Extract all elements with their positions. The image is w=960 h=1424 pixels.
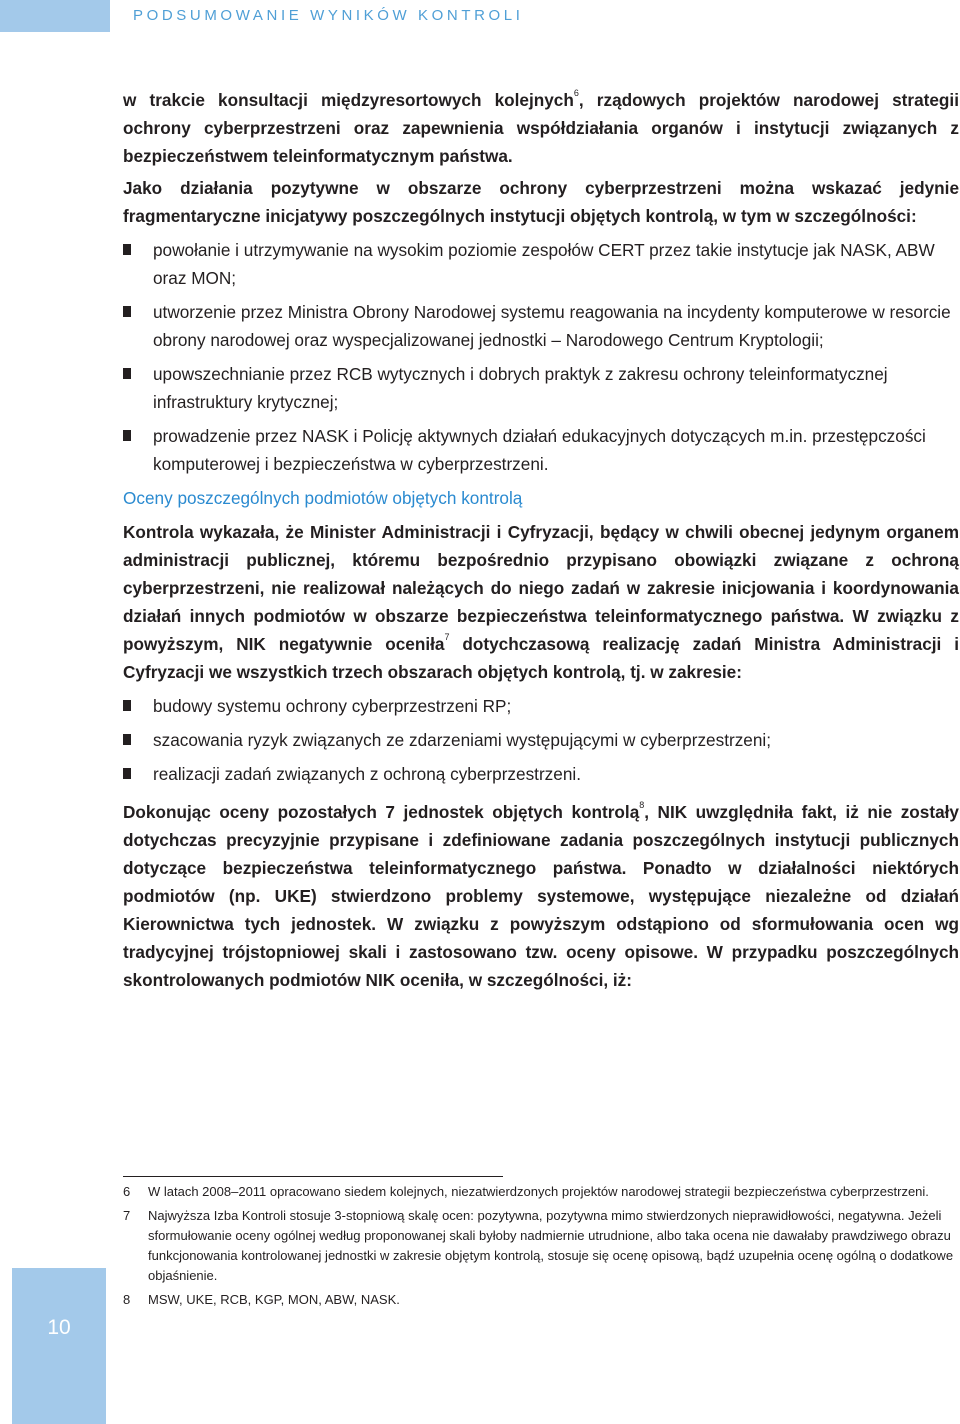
footnote-7 [123, 1206, 959, 1286]
footnote-number: 8 [123, 1292, 131, 1307]
square-bullet-icon [123, 306, 131, 317]
footnote-number: 7 [123, 1208, 131, 1223]
assessment-list [123, 692, 959, 788]
footnote-number: 6 [123, 1184, 131, 1199]
page-number-block [12, 1268, 106, 1424]
intro-paragraph: w trakcie konsultacji międzyresortowych kolejnych$^6$, rządowych projektów narodowej strategii ochrony cyberprzestrzeni oraz zapewnienia współdziałania organów i instytucji związanych z bezpieczeństwem teleinformatycznym państwa. [123, 88, 959, 166]
footnote-ref-6[interactable]: 6 [573, 88, 579, 98]
list-item: prowadzenie przez NASK i Policję aktywnych działań edukacyjnych dotyczących m.in. przestępczości komputerowej i bezpieczeństwa w cyberprzestrzeni. [123, 422, 959, 478]
square-bullet-icon [123, 700, 131, 711]
square-bullet-icon [123, 430, 131, 441]
section-heading: Oceny poszczególnych podmiotów objętych kontrolą [123, 488, 523, 508]
footnote-text: W latach 2008–2011 opracowano siedem kolejnych, niezatwierdzonych projektów narodowej strategii bezpieczeństwa cyberprzestrzeni. [148, 1184, 929, 1199]
assessment-paragraph: Kontrola wykazała, że Minister Administracji i Cyfryzacji, będący w chwili obecnej jedynym organem administracji publicznej, któremu bezpośrednio przypisano obowiązki związane z ochroną cyberprzestrzeni, nie realizował należących do niego zadań w zakresie inicjowania i koordynowania działań innych podmiotów w obszarze bezpieczeństwa teleinformatycznego państwa. W związku z powyższym, NIK negatywnie oceniła$^7$ dotychczasową realizację zadań Ministra Administracji i Cyfryzacji we wszystkich trzech obszarach objętych kontrolą, tj. w zakresie: [123, 522, 959, 682]
square-bullet-icon [123, 368, 131, 379]
list-item: powołanie i utrzymywanie na wysokim poziomie zespołów CERT przez takie instytucje jak NASK, ABW oraz MON; [123, 236, 959, 292]
positive-list [123, 236, 959, 478]
square-bullet-icon [123, 244, 131, 255]
closing-paragraph: Dokonując oceny pozostałych 7 jednostek objętych kontrolą$^8$, NIK uwzględniła fakt, iż nie zostały dotychczas precyzyjnie przypisane i zdefiniowane zadania poszczególnych instytucji publicznych dotyczące bezpieczeństwa teleinformatycznego państwa. Ponadto w działalności niektórych podmiotów (np. UKE) stwierdzono problemy systemowe, występujące niezależne od działań Kierownictwa tych jednostek. W związku z powyższym odstąpiono od sformułowania ocen wg tradycyjnej trójstopniowej skali i zastosowano tzw. oceny opisowe. W przypadku poszczególnych skontrolowanych podmiotów NIK oceniła, w szczególności, iż: [123, 800, 959, 990]
footnotes [123, 1182, 959, 1314]
square-bullet-icon [123, 768, 131, 779]
footnote-ref-7[interactable]: 7 [444, 632, 450, 642]
list-item: budowy systemu ochrony cyberprzestrzeni RP; [123, 692, 959, 720]
footnote-8 [123, 1290, 959, 1310]
footnote-6 [123, 1182, 959, 1202]
footnote-divider [123, 1176, 503, 1177]
square-bullet-icon [123, 734, 131, 745]
list-item: upowszechnianie przez RCB wytycznych i dobrych praktyk z zakresu ochrony teleinformatycznej infrastruktury krytycznej; [123, 360, 959, 416]
page-number: 10 [47, 1316, 71, 1339]
positive-lead: Jako działania pozytywne w obszarze ochrony cyberprzestrzeni można wskazać jedynie fragmentaryczne inicjatywy poszczególnych instytucji objętych kontrolą, w tym w szczególności: [123, 178, 959, 226]
list-item: szacowania ryzyk związanych ze zdarzeniami występującymi w cyberprzestrzeni; [123, 726, 959, 754]
footnote-text: MSW, UKE, RCB, KGP, MON, ABW, NASK. [148, 1292, 400, 1307]
running-header: PODSUMOWANIE WYNIKÓW KONTROLI [133, 7, 524, 24]
footnote-ref-8[interactable]: 8 [639, 800, 645, 810]
footnote-text: Najwyższa Izba Kontroli stosuje 3-stopniową skalę ocen: pozytywna, pozytywna mimo stwierdzonych nieprawidłowości, negatywna. Jeżeli sformułowanie oceny ogólnej według proponowanej skali byłoby nadmiernie utrudnione, albo taka ocena nie dawałaby prawdziwego obrazu funkcjonowania kontrolowanej jednostki w zakresie objętym kontrolą, stosuje się ocenę opisową, bądź uzupełnia ocenę ogólną o dodatkowe objaśnienie. [148, 1208, 954, 1283]
header-color-block [0, 0, 110, 32]
list-item: realizacji zadań związanych z ochroną cyberprzestrzeni. [123, 760, 959, 788]
list-item: utworzenie przez Ministra Obrony Narodowej systemu reagowania na incydenty komputerowe w resorcie obrony narodowej oraz wyspecjalizowanej jednostki – Narodowego Centrum Kryptologii; [123, 298, 959, 354]
page-body [123, 86, 959, 994]
